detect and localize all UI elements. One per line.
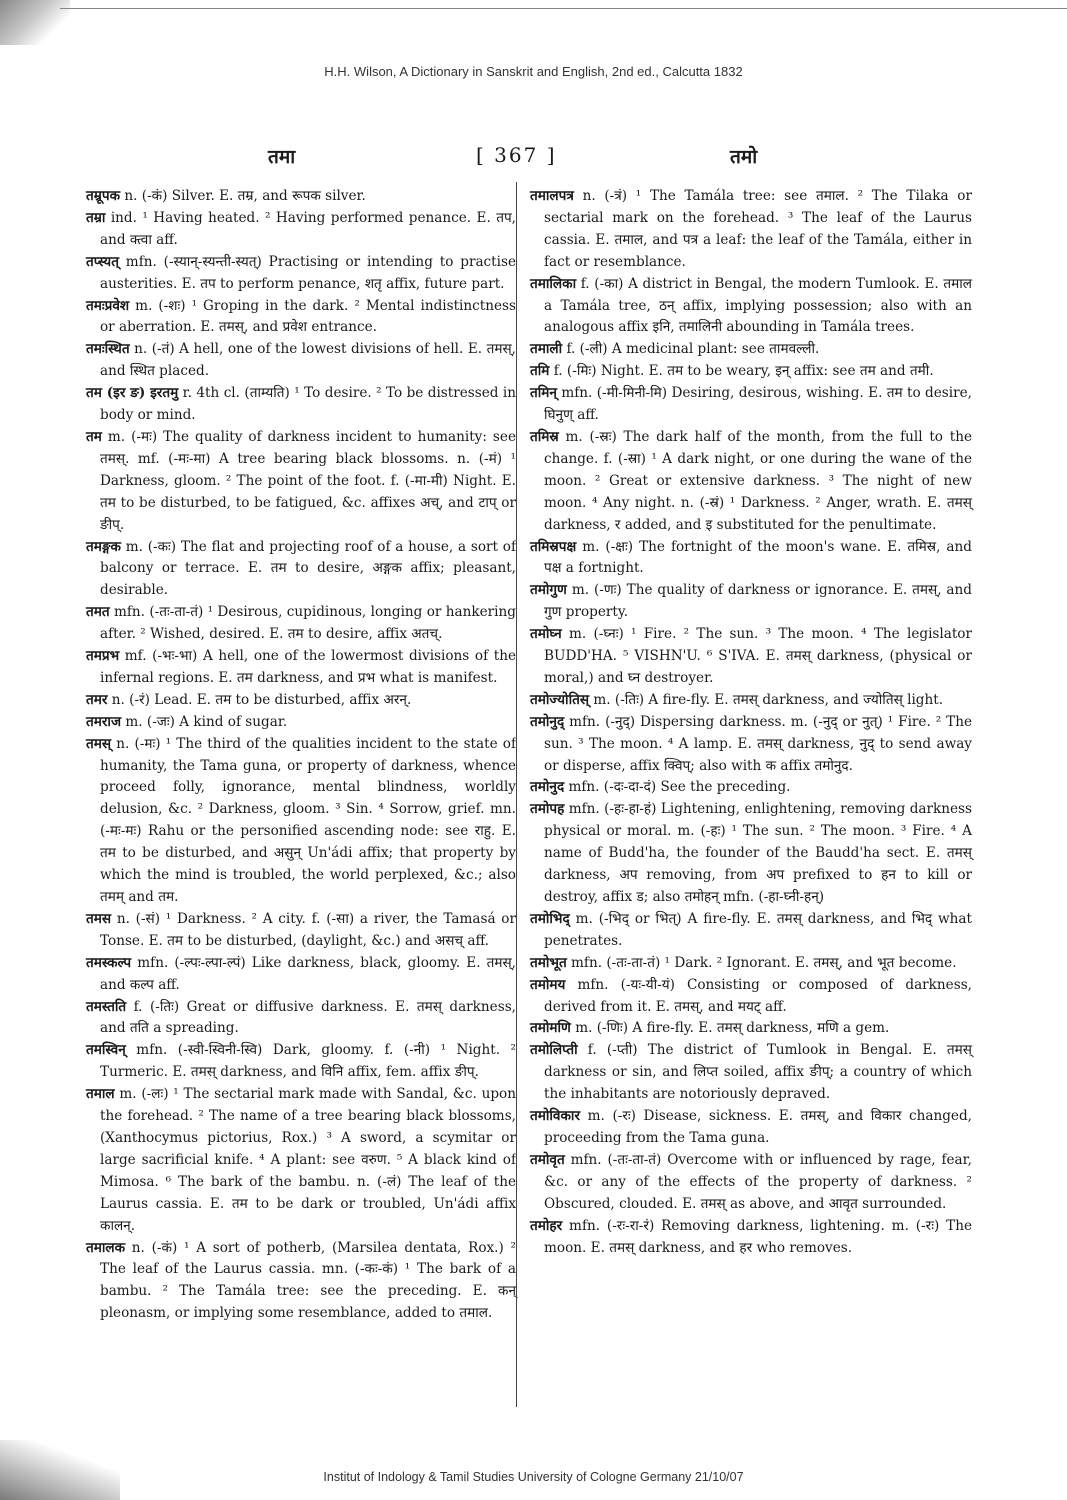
dictionary-entry [530, 712, 972, 778]
entry-headword: तमाल [86, 1086, 115, 1103]
dictionary-entry [86, 1040, 516, 1084]
dictionary-entry [530, 186, 972, 274]
dictionary-entry [86, 208, 516, 252]
entry-headword: तमस्विन् [86, 1042, 126, 1059]
entry-headword: तमोमणि [530, 1020, 571, 1037]
entry-definition: n. (-तं) A hell, one of the lowest divisions of hell. E. तमस्, and स्थित placed. [100, 341, 516, 380]
entry-headword: तमोहर [530, 1217, 563, 1234]
entry-definition: m. (-रः) Disease, sickness. E. तमस्, and विकार changed, proceeding from the Tama guna. [544, 1108, 972, 1146]
entry-definition: mfn. (-तः-ता-तं) ¹ Dark. ² Ignorant. E. तमस्, and भूत become. [566, 954, 957, 971]
dictionary-entry [86, 712, 516, 734]
entry-headword: तमोमय [530, 976, 566, 993]
entry-headword: तमस्तति [86, 998, 127, 1015]
entry-definition: m. (-स्रः) The dark half of the month, from the full to the change. f. (-स्रा) ¹ A dark night, or one during the wane of the moon. ² Great or extensive darkness. ³ The night of new moon. ⁴ Any night. n. (-स्रं) ¹ Darkness. ² Anger, wrath. E. तमस् darkness, र added, and इ substituted for the penultimate. [544, 428, 972, 533]
entry-headword: तमप्रभ [86, 648, 120, 665]
entry-definition: m. (-कः) The flat and projecting roof of a house, a sort of balcony or terrace. E. तम to desire, अङ्गक affix; pleasant, desirable. [100, 538, 516, 599]
entry-definition: m. (-शः) ¹ Groping in the dark. ² Mental indistinctness or aberration. E. तमस्, and प्रवेश entrance. [100, 297, 516, 336]
entry-headword: तमराज [86, 713, 122, 730]
dictionary-entry [86, 690, 516, 712]
entry-definition: n. (-कं) Silver. E. तम्र, and रूपक silver. [120, 188, 366, 204]
entry-definition: ind. ¹ Having heated. ² Having performed penance. E. तप, and क्त्वा aff. [100, 209, 516, 248]
entry-definition: n. (-रं) Lead. E. तम to be disturbed, affix अरन्. [107, 691, 412, 708]
entry-headword: तमोगुण [530, 582, 567, 599]
dictionary-entry [86, 997, 516, 1041]
entry-definition: mfn. (-स्वी-स्विनी-स्वि) Dark, gloomy. f. (-नी) ¹ Night. ² Turmeric. E. तमस् darkness, and विनि affix, fem. affix ङीप्. [100, 1042, 516, 1081]
entry-headword: तमिन् [530, 385, 557, 402]
entry-headword: तमालक [86, 1239, 126, 1256]
dictionary-entry [530, 1018, 972, 1040]
entry-definition: m. (-घ्नः) ¹ Fire. ² The sun. ³ The moon. ⁴ The legislator BUDD'HA. ⁵ VISHN'U. ⁶ S'IVA. E. तमस् darkness, (physical or moral,) and घ्न destroyer. [544, 626, 972, 686]
entry-definition: mfn. (-तः-ता-तं) ¹ Desirous, cupidinous, longing or hankering after. ² Wished, desired. E. तम to desire, affix अतच्. [100, 604, 516, 643]
entry-definition: mfn. (-हः-हा-हं) Lightening, enlightening, removing darkness physical or moral. m. (-हः) ¹ The sun. ² The moon. ³ Fire. ⁴ A name of Budd'ha, the founder of the Baudd'ha sect. E. तमस् darkness, अप removing, from अप prefixed to हन to kill or destroy, affix ड; also तमोहन् mfn. (-हा-घ्नी-हन्) [544, 801, 972, 905]
dictionary-entry [86, 339, 516, 383]
dictionary-entry [86, 383, 516, 427]
entry-definition: mfn. (-स्यान्-स्यन्ती-स्यत्) Practising or intending to practise austerities. E. तप to perform penance, शतृ affix, future part. [100, 253, 516, 292]
entry-definition: n. (-त्रं) ¹ The Tamála tree: see तमाल. ² The Tilaka or sectarial mark on the forehead. ³ The leaf of the Laurus cassia. E. तमाल, and पत्र a leaf: the leaf of the Tamála, either in fact or resemblance. [544, 188, 972, 270]
dictionary-entry [530, 274, 972, 340]
entry-headword: तमस्कल्प [86, 954, 132, 971]
entry-definition: f. (-का) A district in Bengal, the modern Tumlook. E. तमाल a Tamála tree, ठन् affix, implying possession; also with an analogous affix इनि, तमालिनी abounding in Tamála trees. [544, 275, 972, 336]
entry-headword: तम्रूपक [86, 188, 121, 204]
dictionary-entry [530, 1106, 972, 1150]
entry-headword: तमङ्गक [86, 538, 121, 555]
entry-definition: m. (-लः) ¹ The sectarial mark made with Sandal, &c. upon the forehead. ² The name of a tree bearing black blossoms, (Xanthocymus pictorius, Rox.) ³ A sword, a scymitar or large sacrificial knife. ⁴ A plant: see वरुण. ⁵ A black kind of Mimosa. ⁶ The bark of the bambu. n. (-लं) The leaf of the Laurus cassia. E. तम to be dark or troubled, Un'ádi affix कालन्. [100, 1086, 516, 1234]
entry-headword: तमस् [86, 735, 112, 752]
dictionary-entry [530, 580, 972, 624]
dictionary-entry [530, 537, 972, 581]
entry-definition: m. (-णः) The quality of darkness or ignorance. E. तमस्, and गुण property. [544, 582, 972, 621]
page-number: [ 367 ] [476, 143, 557, 167]
dictionary-entry [86, 646, 516, 690]
dictionary-entry [86, 1238, 516, 1326]
dictionary-entry [530, 339, 972, 361]
entry-headword: तमोपह [530, 801, 565, 818]
dictionary-entry [530, 690, 972, 712]
entry-headword: तम [86, 428, 102, 445]
scan-corner-shadow [0, 0, 70, 45]
entry-definition: mfn. (-रः-रा-रं) Removing darkness, lightening. m. (-रः) The moon. E. तमस् darkness, and हर who removes. [544, 1217, 972, 1256]
dictionary-entry [530, 427, 972, 537]
entry-definition: mfn. (-तः-ता-तं) Overcome with or influenced by rage, fear, &c. or any of the effects of the property of darkness. ² Obscured, clouded. E. तमस् as above, and आवृत surrounded. [544, 1151, 972, 1212]
scan-corner-shadow-bottom [0, 1440, 120, 1500]
entry-headword: तमोभूत [530, 954, 567, 971]
entry-definition: n. (-मः) ¹ The third of the qualities incident to the state of humanity, the Tama guna, or property of darkness, whence proceed folly, ignorance, mental blindness, worldly delusion, &c. ² Darkness, gloom. ³ Sin. ⁴ Sorrow, grief. mn. (-मः-मः) Rahu or the personified ascending node: see राहु. E. तम to be disturbed, and असुन् Un'ádi affix; that property by which the mind is troubled, the world perplexed, &c.; also तमम् and तम. [100, 735, 516, 905]
entry-definition: mfn. (-नुद्) Dispersing darkness. m. (-नुद् or नुत्) ¹ Fire. ² The sun. ³ The moon. ⁴ A lamp. E. तमस् darkness, नुद् to send away or disperse, affix क्विप्; also with क affix तमोनुद. [544, 713, 972, 774]
entry-headword: तमोवृत [530, 1151, 565, 1168]
entry-headword: तमालिका [530, 275, 577, 292]
dictionary-entry [530, 383, 972, 427]
dictionary-entry [86, 186, 516, 208]
scan-edge-line [60, 8, 1067, 9]
dictionary-entry [86, 427, 516, 537]
entry-headword: तम्रा [86, 209, 106, 226]
dictionary-entry [86, 537, 516, 603]
entry-headword: तमर [86, 691, 108, 708]
entry-headword: तप्स्यत् [86, 253, 119, 270]
entry-headword: तमि [530, 363, 550, 380]
dictionary-entry [530, 975, 972, 1019]
dictionary-entry [530, 799, 972, 909]
entry-definition: m. (-मः) The quality of darkness incident to humanity: see तमस्. mf. (-मः-मा) A tree bearing black blossoms. n. (-मं) ¹ Darkness, gloom. ² The point of the foot. f. (-मा-मी) Night. E. तम to be disturbed, to be fatigued, &c. affixes अच्, and टाप् or ङीप्. [100, 428, 516, 533]
entry-definition: n. (-सं) ¹ Darkness. ² A city. f. (-सा) a river, the Tamasá or Tonse. E. तम to be disturbed, (daylight, &c.) and असच् aff. [100, 910, 516, 949]
dictionary-entry [86, 1084, 516, 1237]
left-column [86, 186, 516, 1325]
running-head-right: तमो [730, 146, 758, 168]
entry-definition: mfn. (-यः-यी-यं) Consisting or composed of darkness, derived from it. E. तमस्, and मयट् aff. [544, 976, 972, 1015]
dictionary-entry [530, 909, 972, 953]
entry-definition: f. (-तिः) Great or diffusive darkness. E. तमस् darkness, and तति a spreading. [100, 998, 516, 1037]
right-column [530, 186, 972, 1259]
entry-headword: तमोनुद [530, 779, 565, 796]
entry-definition: n. (-कं) ¹ A sort of potherb, (Marsilea dentata, Rox.) ² The leaf of the Laurus cassia. mn. (-कः-कं) ¹ The bark of a bambu. ² The Tamála tree: see the preceding. E. कन् pleonasm, or implying some resemblance, added to तमाल. [100, 1239, 516, 1322]
entry-headword: तमोलिप्ती [530, 1042, 578, 1059]
dictionary-entry [86, 953, 516, 997]
entry-definition: mfn. (-ल्पः-ल्पा-ल्पं) Like darkness, black, gloomy. E. तमस्, and कल्प aff. [100, 954, 516, 993]
entry-definition: f. (-मिः) Night. E. तम to be weary, इन् affix: see तम and तमी. [549, 363, 934, 380]
entry-definition: mfn. (-दः-दा-दं) See the preceding. [564, 779, 791, 796]
entry-definition: m. (-जः) A kind of sugar. [121, 713, 288, 730]
entry-definition: f. (-ली) A medicinal plant: see तामवल्ली. [562, 341, 820, 358]
entry-headword: तमिस्रपक्ष [530, 538, 577, 555]
entry-headword: तमोज्योतिस् [530, 691, 590, 708]
dictionary-entry [86, 734, 516, 909]
entry-headword: तमोनुद् [530, 713, 565, 730]
entry-definition: r. 4th cl. (ताम्यति) ¹ To desire. ² To be distressed in body or mind. [100, 385, 517, 424]
entry-headword: तमःस्थित [86, 341, 130, 358]
dictionary-entry [530, 1040, 972, 1106]
entry-headword: तमोविकार [530, 1108, 580, 1125]
entry-headword: तमःप्रवेश [86, 297, 130, 314]
entry-definition: mfn. (-मी-मिनी-मि) Desiring, desirous, wishing. E. तम to desire, घिनुण् aff. [544, 385, 972, 424]
dictionary-entry [530, 624, 972, 690]
dictionary-entry [530, 953, 972, 975]
dictionary-entry [86, 252, 516, 296]
entry-headword: तमत [86, 604, 110, 621]
dictionary-entry [86, 602, 516, 646]
dictionary-entry [530, 1150, 972, 1216]
running-head-left: तमा [268, 146, 296, 168]
dictionary-entry [530, 1216, 972, 1260]
entry-headword: तमालपत्र [530, 188, 574, 204]
entry-headword: तमाली [530, 341, 563, 358]
entry-headword: तमिस्र [530, 428, 559, 445]
entry-definition: mf. (-भः-भा) A hell, one of the lowermost divisions of the infernal regions. E. तम darkness, and प्रभ what is manifest. [100, 648, 516, 686]
column-divider [516, 182, 517, 1407]
entry-definition: m. (-भिद् or भित्) A fire-fly. E. तमस् darkness, and भिद् what penetrates. [544, 910, 972, 949]
entry-definition: m. (-क्षः) The fortnight of the moon's wane. E. तमिस्र, and पक्ष a fortnight. [544, 538, 972, 577]
entry-definition: m. (-णिः) A fire-fly. E. तमस् darkness, मणि a gem. [570, 1020, 890, 1037]
entry-headword: तम (इर ङ) इरतमु [86, 385, 179, 402]
source-citation: H.H. Wilson, A Dictionary in Sanskrit and English, 2nd ed., Calcutta 1832 [324, 64, 743, 79]
dictionary-entry [86, 909, 516, 953]
entry-definition: m. (-तिः) A fire-fly. E. तमस् darkness, and ज्योतिस् light. [589, 691, 944, 708]
dictionary-entry [530, 777, 972, 799]
entry-definition: f. (-प्ती) The district of Tumlook in Bengal. E. तमस् darkness or sin, and लिप्त soiled, affix ङीप्; a country of which the inhabitants are notoriously depraved. [544, 1042, 972, 1103]
entry-headword: तमोभिद् [530, 910, 570, 927]
footer-credit: Institut of Indology & Tamil Studies University of Cologne Germany 21/10/07 [323, 1470, 744, 1484]
dictionary-entry [86, 296, 516, 340]
entry-headword: तमस [86, 910, 112, 927]
entry-headword: तमोघ्न [530, 626, 562, 643]
dictionary-entry [530, 361, 972, 383]
